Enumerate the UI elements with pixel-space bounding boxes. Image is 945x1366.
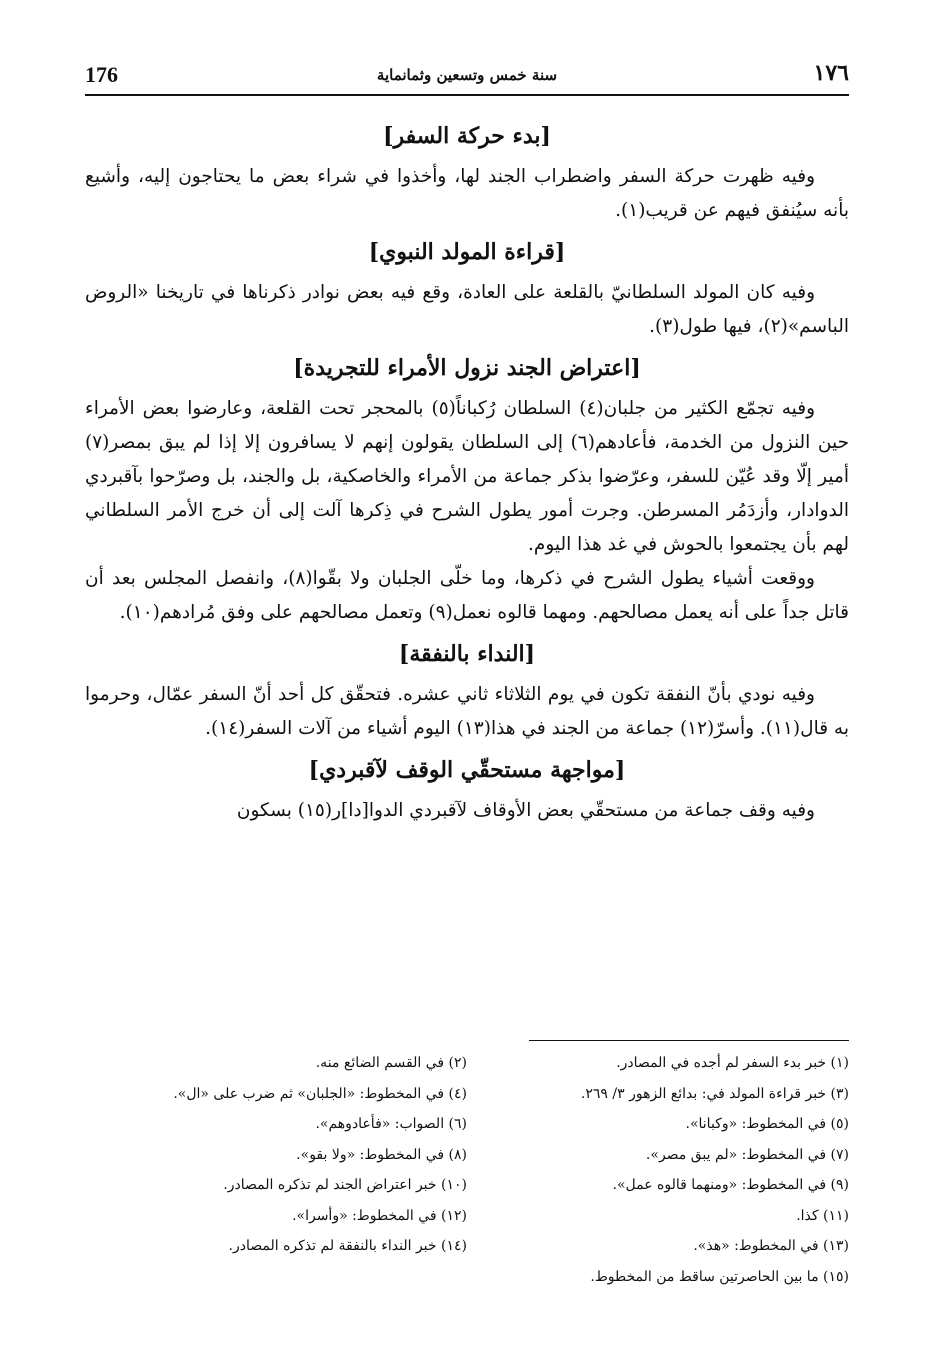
- footnote: (٣) خبر قراءة المولد في: بدائع الزهور ٣/ ٢٦٩.: [580, 1085, 849, 1102]
- footnote: (١٣) في المخطوط: «هذ».: [693, 1238, 849, 1254]
- footnote: (١٢) في المخطوط: «وأسرا».: [292, 1207, 467, 1224]
- paragraph: وفيه وقف جماعة من مستحقّي بعض الأوقاف لآقبردي الدوا[دا]ر(١٥) بسكون: [236, 800, 815, 821]
- footnote: (٩) في المخطوط: «ومنهما قالوه عمل».: [612, 1177, 849, 1193]
- main-text: [85, 112, 849, 828]
- footnote: (١) خبر بدء السفر لم أجده في المصادر.: [616, 1055, 849, 1071]
- page-number-latin: 176: [85, 62, 118, 87]
- footnote: (١٤) خبر النداء بالنفقة لم تذكره المصادر.: [228, 1238, 467, 1254]
- footnotes: [85, 1048, 849, 1292]
- paragraph: ووقعت أشياء يطول الشرح في ذكرها، وما خلّى الجلبان ولا بقّوا(٨)، وانفصل المجلس بعد أن قاتل جداً على أنه يعمل مصالحهم. ومهما قالوه نعمل(٩) وتعمل مصالحهم على وفق مُرادهم(١٠).: [85, 568, 849, 623]
- page-number-arabic: ١٧٦: [813, 60, 849, 86]
- section-waqf-confrontation: [85, 750, 849, 828]
- section-mawlid: [85, 232, 849, 344]
- footnote: (١٠) خبر اعتراض الجند لم تذكره المصادر.: [223, 1177, 467, 1193]
- footnote: (١٥) ما بين الحاصرتين ساقط من المخطوط.: [590, 1268, 849, 1285]
- footnote: (٨) في المخطوط: «ولا بقو».: [296, 1146, 467, 1163]
- section-heading: [النداء بالنفقة]: [398, 641, 536, 667]
- section-heading: [مواجهة مستحقّي الوقف لآقبردي]: [308, 757, 626, 783]
- footnote: (٢) في القسم الضائع منه.: [315, 1055, 467, 1071]
- paragraph: وفيه تجمّع الكثير من جلبان(٤) السلطان رُكباناً(٥) بالمحجر تحت القلعة، وعارضوا بعض الأمراء حين النزول من الخدمة، فأعادهم(٦) إلى السلطان يقولون إنهم لا يسافرون إلا إذا لم يبق بمصر(٧) أمير إلّا وقد عُيّن للسفر، وعرّضوا بذكر جماعة من الأمراء والخاصكية، بل والجند، بل وصرّحوا بآقبردي الدوادار، وأزدَمُر المسرطن. وجرت أمور يطول الشرح في ذِكرها آلت إلى أن خرج الأمر السلطاني لهم بأن يجتمعوا بالحوش في غد هذا اليوم.: [85, 398, 850, 555]
- running-title: سنة خمس وتسعين وثمانماية: [376, 66, 558, 84]
- footnote: (١١) كذا.: [796, 1207, 849, 1224]
- paragraph: وفيه كان المولد السلطانيّ بالقلعة على العادة، وقع فيه بعض نوادر ذكرناها في تاريخنا «الروض الباسم»(٢)، فيها طول(٣).: [85, 282, 849, 337]
- page-header: [85, 60, 849, 96]
- section-heading: [بدء حركة السفر]: [383, 123, 551, 149]
- paragraph: وفيه نودي بأنّ النفقة تكون في يوم الثلاثاء ثاني عشره. فتحقّق كل أحد أنّ السفر عمّال، وحرموا به قال(١١). وأسرّ(١٢) جماعة من الجند في هذا(١٣) اليوم أشياء من آلات السفر(١٤).: [85, 684, 849, 739]
- footnotes-right-column: [467, 1048, 849, 1262]
- footnote: (٦) الصواب: «فأعادوهم».: [315, 1116, 467, 1132]
- section-soldiers-objection: [85, 348, 849, 630]
- footnote: (٥) في المخطوط: «وكبانا».: [685, 1116, 849, 1132]
- footnote: (٧) في المخطوط: «لم يبق مصر».: [645, 1146, 849, 1163]
- section-heading: [اعتراض الجند نزول الأمراء للتجريدة]: [293, 355, 641, 381]
- section-heading: [قراءة المولد النبوي]: [368, 239, 566, 265]
- section-payment-announcement: [85, 634, 849, 746]
- footnotes-left-column: [85, 1048, 467, 1262]
- paragraph: وفيه ظهرت حركة السفر واضطراب الجند لها، وأخذوا في شراء بعض ما يحتاجون إليه، وأشيع بأنه سيُنفق فيهم عن قريب(١).: [85, 166, 849, 221]
- footnote: (٤) في المخطوط: «الجلبان» ثم ضرب على «ال».: [173, 1085, 467, 1102]
- section-travel-start: [85, 116, 849, 228]
- footnote-divider: [529, 1040, 849, 1041]
